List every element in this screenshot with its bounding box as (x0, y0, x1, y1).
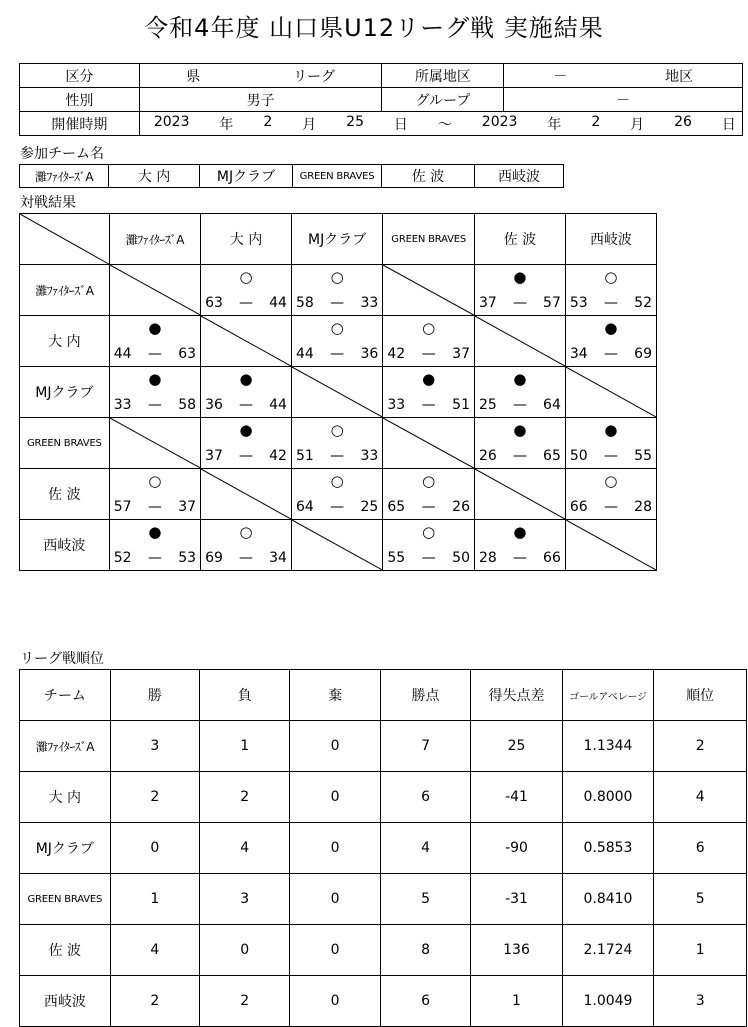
standings-value: -41 (471, 772, 562, 823)
standings-value: 5 (380, 874, 471, 925)
results-matrix (19, 213, 657, 571)
score-for: 34 (569, 346, 588, 362)
standings-value: 5 (654, 874, 747, 925)
score-dash: — (330, 448, 345, 464)
match-result-cell (383, 316, 475, 367)
standings-value: 1 (110, 874, 199, 925)
empty-cell (383, 265, 475, 316)
score-against: 33 (360, 448, 379, 464)
standings-value: 25 (471, 721, 562, 772)
score-dash: — (147, 499, 162, 515)
loss-mark: ● (513, 370, 527, 388)
standings-value: 2.1724 (562, 925, 654, 976)
win-mark: ○ (604, 268, 618, 286)
win-mark: ○ (330, 319, 344, 337)
standings-value: 0 (290, 976, 380, 1027)
score-dash: — (421, 550, 436, 566)
score-against: 36 (360, 346, 379, 362)
score-dash: — (239, 295, 254, 311)
win-mark: ○ (330, 472, 344, 490)
match-score (292, 499, 382, 515)
standings-value: 0 (290, 925, 380, 976)
diagonal-slash (566, 520, 656, 570)
match-score (292, 295, 382, 311)
score-against: 58 (178, 397, 197, 413)
score-against: 69 (634, 346, 652, 362)
match-score (383, 397, 474, 413)
matrix-col-header: MJクラブ (291, 214, 382, 265)
standings-value: 7 (380, 721, 471, 772)
win-mark: ○ (330, 421, 344, 439)
group-label: グループ (382, 88, 504, 112)
match-score (566, 295, 656, 311)
division-label: 区分 (20, 64, 140, 88)
score-dash: — (603, 499, 618, 515)
standings-team: 佐 波 (20, 925, 111, 976)
match-result-cell (565, 469, 656, 520)
standings-label: リーグ戦順位 (20, 651, 104, 667)
standings-value: 1 (200, 721, 290, 772)
score-dash: — (330, 346, 345, 362)
match-result-cell (565, 418, 656, 469)
score-for: 33 (387, 397, 406, 413)
standings-value: 4 (110, 925, 199, 976)
score-against: 52 (634, 295, 652, 311)
win-mark: ○ (239, 523, 253, 541)
match-score (110, 499, 200, 515)
diagonal-slash (383, 265, 474, 315)
match-result-cell (565, 265, 656, 316)
score-against: 50 (452, 550, 470, 566)
matrix-row (20, 469, 657, 520)
loss-mark: ● (239, 370, 253, 388)
score-for: 51 (295, 448, 314, 464)
standings-value: 4 (654, 772, 747, 823)
empty-cell (109, 265, 200, 316)
win-mark: ○ (604, 472, 618, 490)
match-score (110, 550, 200, 566)
score-for: 53 (569, 295, 588, 311)
standings-header: 勝点 (380, 670, 471, 721)
matrix-col-header: 大 内 (201, 214, 292, 265)
standings-value: 0 (290, 721, 380, 772)
match-score (566, 499, 656, 515)
match-result-cell (109, 469, 200, 520)
participant-team: 佐 波 (382, 165, 475, 188)
diagonal-slash (475, 316, 565, 366)
match-result-cell (475, 418, 566, 469)
standings-value: 2 (200, 772, 290, 823)
gender-value: 男子 (139, 88, 382, 112)
standings-team: GREEN BRAVES (20, 874, 111, 925)
standings-value: 4 (200, 823, 290, 874)
score-against: 37 (178, 499, 197, 515)
score-against: 53 (178, 550, 197, 566)
score-against: 51 (452, 397, 470, 413)
standings-row (20, 925, 747, 976)
match-result-cell (201, 367, 292, 418)
score-against: 44 (269, 397, 287, 413)
participant-team: 西岐波 (475, 165, 564, 188)
match-result-cell (383, 520, 475, 571)
score-dash: — (147, 397, 162, 413)
score-dash: — (239, 397, 254, 413)
division-value: 県 リーグ (139, 64, 382, 88)
match-score (292, 448, 382, 464)
score-for: 50 (569, 448, 588, 464)
match-result-cell (291, 418, 382, 469)
match-result-cell (291, 265, 382, 316)
empty-cell (475, 316, 566, 367)
standings-table (19, 669, 747, 1027)
standings-value: -90 (471, 823, 562, 874)
match-score (292, 346, 382, 362)
diagonal-slash (20, 214, 109, 264)
match-score (475, 295, 565, 311)
standings-value: 2 (654, 721, 747, 772)
matrix-col-header: GREEN BRAVES (383, 214, 475, 265)
match-score (201, 550, 291, 566)
match-result-cell (291, 316, 382, 367)
empty-cell (201, 469, 292, 520)
score-for: 69 (205, 550, 223, 566)
standings-value: 2 (110, 772, 199, 823)
score-for: 65 (387, 499, 406, 515)
match-result-cell (475, 520, 566, 571)
match-score (110, 397, 200, 413)
standings-value: 1.1344 (562, 721, 654, 772)
standings-header: 負 (200, 670, 290, 721)
score-against: 63 (178, 346, 197, 362)
score-against: 65 (543, 448, 561, 464)
matrix-row (20, 367, 657, 418)
matrix-row-header: MJクラブ (20, 367, 110, 418)
diagonal-slash (292, 520, 382, 570)
score-dash: — (239, 448, 254, 464)
win-mark: ○ (148, 472, 162, 490)
match-score (383, 499, 474, 515)
matrix-row-header: 灘ﾌｧｲﾀｰｽﾞA (20, 265, 110, 316)
loss-mark: ● (148, 523, 162, 541)
score-against: 34 (269, 550, 287, 566)
score-for: 33 (113, 397, 132, 413)
score-for: 57 (113, 499, 132, 515)
standings-value: 8 (380, 925, 471, 976)
participant-team: 大 内 (109, 165, 200, 188)
standings-row (20, 721, 747, 772)
score-against: 33 (360, 295, 379, 311)
diagonal-slash (475, 469, 565, 519)
standings-value: 3 (654, 976, 747, 1027)
loss-mark: ● (604, 421, 618, 439)
match-score (201, 295, 291, 311)
win-mark: ○ (239, 268, 253, 286)
matrix-row-header: 大 内 (20, 316, 110, 367)
score-for: 55 (387, 550, 406, 566)
score-dash: — (512, 397, 527, 413)
score-dash: — (421, 346, 436, 362)
loss-mark: ● (239, 421, 253, 439)
standings-value: 6 (380, 772, 471, 823)
standings-team: 灘ﾌｧｲﾀｰｽﾞA (20, 721, 111, 772)
results-label: 対戦結果 (20, 195, 76, 211)
standings-value: 0 (290, 823, 380, 874)
match-score (475, 448, 565, 464)
loss-mark: ● (513, 523, 527, 541)
matrix-row-header: GREEN BRAVES (20, 418, 110, 469)
match-score (566, 346, 656, 362)
score-for: 42 (387, 346, 406, 362)
empty-cell (383, 418, 475, 469)
standings-row (20, 874, 747, 925)
match-score (201, 448, 291, 464)
standings-value: 2 (200, 976, 290, 1027)
standings-header: 順位 (654, 670, 747, 721)
matrix-col-header: 灘ﾌｧｲﾀｰｽﾞA (109, 214, 200, 265)
match-result-cell (201, 520, 292, 571)
standings-value: 0 (110, 823, 199, 874)
score-against: 42 (269, 448, 287, 464)
score-against: 57 (543, 295, 561, 311)
diagonal-slash (566, 367, 656, 417)
diagonal-slash (110, 418, 200, 468)
score-for: 28 (479, 550, 497, 566)
standings-value: 0 (290, 874, 380, 925)
standings-row (20, 823, 747, 874)
score-dash: — (512, 295, 527, 311)
match-score (383, 346, 474, 362)
score-dash: — (330, 295, 345, 311)
matrix-row-header: 西岐波 (20, 520, 110, 571)
standings-value: 1 (471, 976, 562, 1027)
match-score (201, 397, 291, 413)
standings-value: -31 (471, 874, 562, 925)
score-dash: — (512, 448, 527, 464)
empty-cell (291, 367, 382, 418)
standings-value: 136 (471, 925, 562, 976)
period-label: 開催時期 (20, 112, 140, 136)
score-dash: — (421, 397, 436, 413)
page-title: 令和4年度 山口県U12リーグ戦 実施結果 (144, 14, 604, 42)
score-dash: — (603, 448, 618, 464)
loss-mark: ● (422, 370, 436, 388)
matrix-corner (20, 214, 110, 265)
gender-label: 性別 (20, 88, 140, 112)
score-against: 66 (543, 550, 561, 566)
diagonal-slash (110, 265, 200, 315)
standings-value: 2 (110, 976, 199, 1027)
period-value: 2023 年 2 月 25 日 ～ 2023 年 2 月 26 日 (139, 112, 742, 136)
standings-value: 3 (200, 874, 290, 925)
standings-row (20, 976, 747, 1027)
empty-cell (565, 367, 656, 418)
diagonal-slash (383, 418, 474, 468)
standings-value: 6 (654, 823, 747, 874)
score-dash: — (603, 346, 618, 362)
matrix-row (20, 418, 657, 469)
matrix-row-header: 佐 波 (20, 469, 110, 520)
standings-value: 4 (380, 823, 471, 874)
standings-header: 得失点差 (471, 670, 562, 721)
standings-value: 6 (380, 976, 471, 1027)
score-against: 26 (452, 499, 470, 515)
score-dash: — (147, 550, 162, 566)
match-result-cell (109, 367, 200, 418)
loss-mark: ● (148, 319, 162, 337)
standings-header: 勝 (110, 670, 199, 721)
empty-cell (109, 418, 200, 469)
info-table (19, 63, 743, 136)
loss-mark: ● (513, 268, 527, 286)
score-against: 64 (543, 397, 561, 413)
score-against: 28 (634, 499, 652, 515)
match-result-cell (109, 316, 200, 367)
match-result-cell (201, 418, 292, 469)
match-result-cell (475, 367, 566, 418)
participant-team: MJクラブ (200, 165, 293, 188)
score-for: 64 (295, 499, 314, 515)
score-dash: — (239, 550, 254, 566)
loss-mark: ● (148, 370, 162, 388)
win-mark: ○ (422, 472, 436, 490)
standings-value: 0.8000 (562, 772, 654, 823)
loss-mark: ● (513, 421, 527, 439)
score-against: 55 (634, 448, 652, 464)
match-score (475, 397, 565, 413)
score-for: 26 (479, 448, 497, 464)
participant-teams (19, 164, 564, 188)
score-dash: — (603, 295, 618, 311)
standings-value: 0 (290, 772, 380, 823)
score-for: 52 (113, 550, 132, 566)
standings-value: 0.8410 (562, 874, 654, 925)
match-result-cell (383, 469, 475, 520)
empty-cell (565, 520, 656, 571)
score-for: 36 (205, 397, 223, 413)
matrix-row (20, 520, 657, 571)
diagonal-slash (292, 367, 382, 417)
match-result-cell (109, 520, 200, 571)
group-value: － (504, 88, 743, 112)
standings-value: 1 (654, 925, 747, 976)
score-dash: — (421, 499, 436, 515)
standings-header: チーム (20, 670, 111, 721)
standings-value: 0.5853 (562, 823, 654, 874)
standings-value: 1.0049 (562, 976, 654, 1027)
score-dash: — (512, 550, 527, 566)
match-result-cell (475, 265, 566, 316)
score-for: 25 (479, 397, 497, 413)
win-mark: ○ (422, 523, 436, 541)
participant-team: GREEN BRAVES (293, 165, 382, 188)
standings-value: 3 (110, 721, 199, 772)
empty-cell (201, 316, 292, 367)
matrix-col-header: 西岐波 (565, 214, 656, 265)
participant-team: 灘ﾌｧｲﾀｰｽﾞA (20, 165, 109, 188)
match-score (383, 550, 474, 566)
participants-label: 参加チーム名 (20, 146, 104, 162)
standings-row (20, 772, 747, 823)
diagonal-slash (201, 469, 291, 519)
standings-team: 西岐波 (20, 976, 111, 1027)
match-score (475, 550, 565, 566)
match-result-cell (565, 316, 656, 367)
score-against: 44 (269, 295, 287, 311)
standings-header: 棄 (290, 670, 380, 721)
empty-cell (291, 520, 382, 571)
matrix-col-header: 佐 波 (475, 214, 566, 265)
matrix-row (20, 316, 657, 367)
loss-mark: ● (604, 319, 618, 337)
score-dash: — (147, 346, 162, 362)
score-against: 25 (360, 499, 379, 515)
win-mark: ○ (330, 268, 344, 286)
standings-team: MJクラブ (20, 823, 111, 874)
score-for: 66 (569, 499, 588, 515)
score-for: 58 (295, 295, 314, 311)
empty-cell (475, 469, 566, 520)
standings-team: 大 内 (20, 772, 111, 823)
match-result-cell (291, 469, 382, 520)
matrix-row (20, 265, 657, 316)
match-score (566, 448, 656, 464)
score-for: 44 (113, 346, 132, 362)
score-for: 63 (205, 295, 223, 311)
win-mark: ○ (422, 319, 436, 337)
area-value: － 地区 (504, 64, 743, 88)
score-for: 44 (295, 346, 314, 362)
match-result-cell (201, 265, 292, 316)
area-label: 所属地区 (382, 64, 504, 88)
standings-header: ゴールアベレージ (562, 670, 654, 721)
standings-value: 0 (200, 925, 290, 976)
score-for: 37 (479, 295, 497, 311)
match-score (110, 346, 200, 362)
diagonal-slash (201, 316, 291, 366)
match-result-cell (383, 367, 475, 418)
score-dash: — (330, 499, 345, 515)
score-for: 37 (205, 448, 223, 464)
score-against: 37 (452, 346, 470, 362)
